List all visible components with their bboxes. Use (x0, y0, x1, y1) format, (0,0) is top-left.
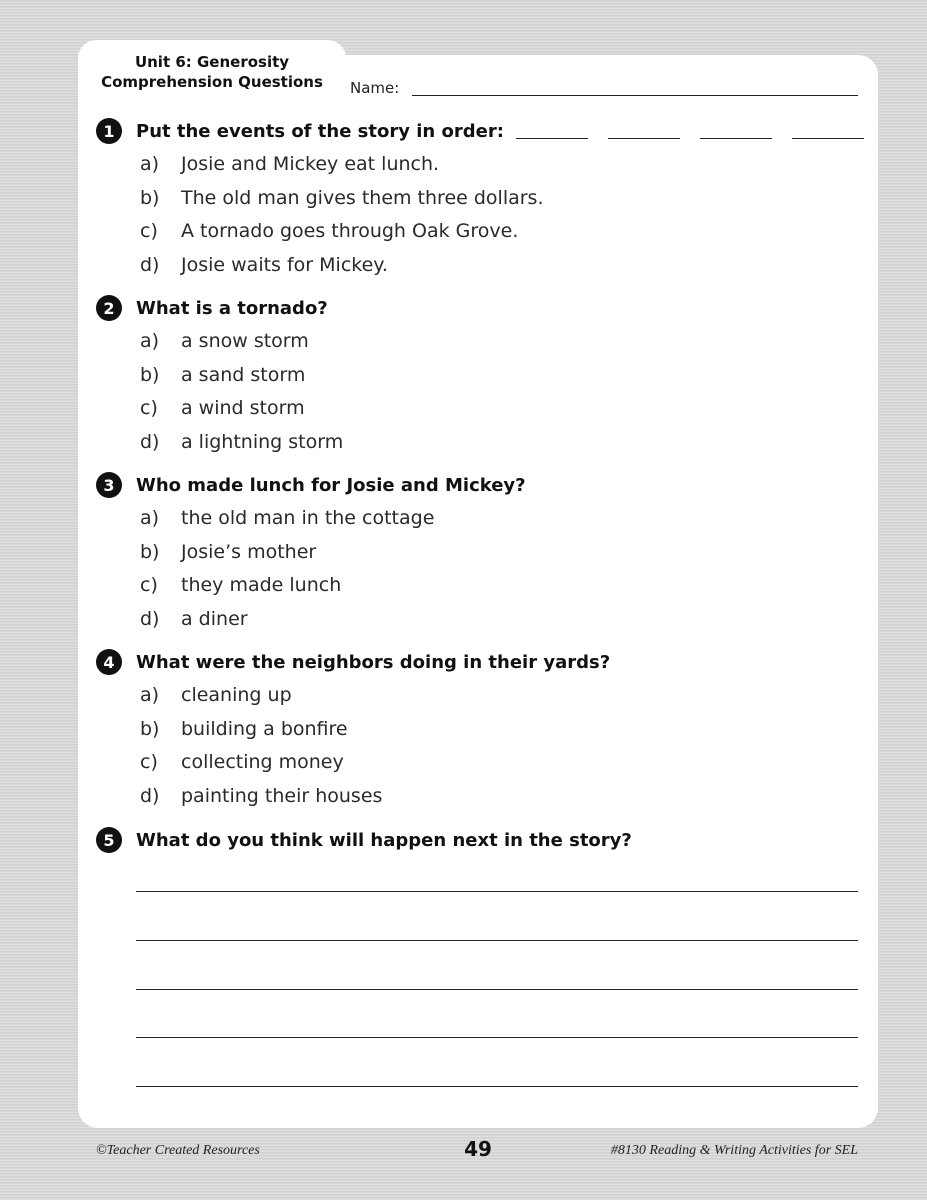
option-text: A tornado goes through Oak Grove. (181, 220, 519, 242)
footer-copyright: ©Teacher Created Resources (96, 1143, 260, 1158)
option-item (140, 186, 884, 220)
option-item (140, 396, 343, 430)
option-item (140, 784, 610, 818)
footer-book-title: #8130 Reading & Writing Activities for SEL (610, 1143, 858, 1158)
option-item (140, 253, 884, 287)
option-item (140, 573, 526, 607)
option-list (140, 506, 526, 640)
option-letter: c) (140, 220, 158, 242)
option-letter: b) (140, 363, 160, 386)
answer-line[interactable] (136, 1037, 858, 1038)
order-blank[interactable] (516, 123, 588, 139)
option-text: they made lunch (181, 574, 342, 596)
name-input-line[interactable] (412, 95, 858, 96)
option-letter: b) (140, 717, 160, 740)
option-item (140, 363, 343, 397)
option-text: the old man in the cottage (181, 507, 435, 529)
question-5 (96, 828, 632, 852)
option-list (140, 683, 610, 817)
option-text: a wind storm (181, 397, 305, 419)
option-letter: d) (140, 253, 160, 276)
option-list (140, 152, 884, 286)
option-letter: a) (140, 153, 160, 175)
option-text: a lightning storm (181, 430, 344, 453)
question-text: What do you think will happen next in the story? (136, 829, 632, 851)
question-3 (96, 473, 526, 640)
option-item (140, 683, 610, 717)
answer-line[interactable] (136, 891, 858, 892)
subtitle-line: Comprehension Questions (101, 73, 323, 91)
option-list (140, 329, 343, 463)
option-letter: d) (140, 607, 160, 630)
option-text: Josie waits for Mickey. (181, 253, 388, 276)
question-2 (96, 296, 343, 463)
option-text: Josie’s mother (181, 540, 317, 563)
option-item (140, 506, 526, 540)
option-letter: c) (140, 751, 158, 773)
order-blanks (516, 123, 884, 139)
question-text: What is a tornado? (136, 297, 328, 319)
question-number-badge: 5 (96, 827, 122, 853)
question-text: What were the neighbors doing in their yards? (136, 651, 611, 673)
option-item (140, 329, 343, 363)
option-text: building a bonfire (181, 717, 348, 740)
option-item (140, 717, 610, 751)
option-item (140, 540, 526, 574)
option-item (140, 219, 884, 253)
question-number-badge: 1 (96, 118, 122, 144)
option-letter: a) (140, 330, 160, 352)
order-blank[interactable] (792, 123, 864, 139)
question-number-badge: 2 (96, 295, 122, 321)
option-text: The old man gives them three dollars. (181, 186, 544, 209)
option-text: Josie and Mickey eat lunch. (181, 153, 440, 175)
order-blank[interactable] (608, 123, 680, 139)
answer-line[interactable] (136, 989, 858, 990)
answer-line[interactable] (136, 1086, 858, 1087)
option-letter: b) (140, 186, 160, 209)
question-1 (96, 119, 884, 286)
order-blank[interactable] (700, 123, 772, 139)
option-letter: a) (140, 684, 160, 706)
option-letter: b) (140, 540, 160, 563)
unit-line: Unit 6: Generosity (134, 53, 290, 71)
name-label: Name: (350, 79, 400, 97)
answer-line[interactable] (136, 940, 858, 941)
question-text: Who made lunch for Josie and Mickey? (136, 474, 526, 496)
option-text: painting their houses (181, 784, 383, 807)
option-item (140, 152, 884, 186)
option-letter: d) (140, 784, 160, 807)
question-text: Put the events of the story in order: (136, 120, 504, 142)
question-4 (96, 650, 610, 817)
option-item (140, 750, 610, 784)
unit-title (84, 52, 340, 92)
option-item (140, 430, 343, 464)
option-text: a sand storm (181, 363, 306, 386)
option-item (140, 607, 526, 641)
option-letter: a) (140, 507, 160, 529)
option-text: collecting money (181, 751, 344, 773)
option-letter: c) (140, 574, 158, 596)
option-text: cleaning up (181, 684, 292, 706)
option-text: a diner (181, 607, 248, 630)
option-text: a snow storm (181, 330, 309, 352)
page-number: 49 (464, 1137, 492, 1161)
option-letter: c) (140, 397, 158, 419)
option-letter: d) (140, 430, 160, 453)
question-number-badge: 4 (96, 649, 122, 675)
question-number-badge: 3 (96, 472, 122, 498)
